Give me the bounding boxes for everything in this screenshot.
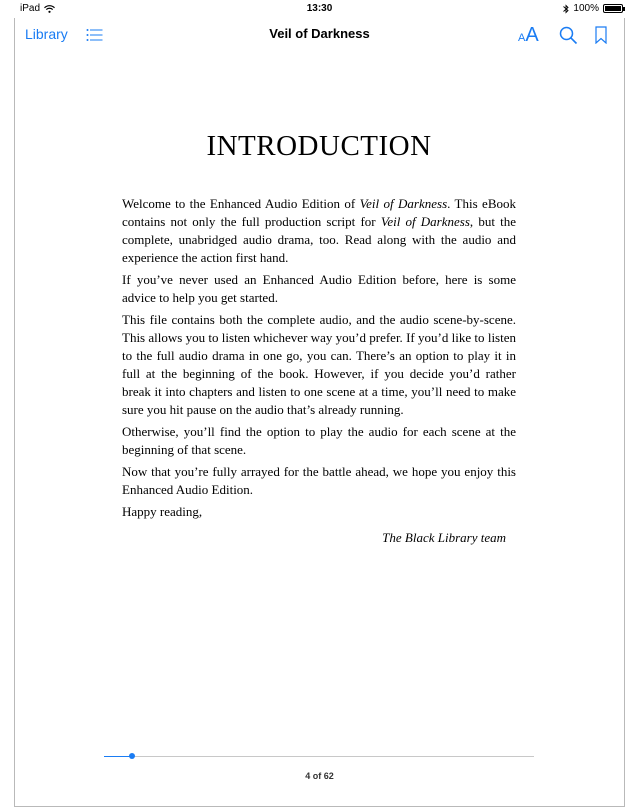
page-scrubber[interactable] — [104, 756, 534, 758]
font-small-label: A — [518, 32, 526, 44]
paragraph-scene-option: Otherwise, you’ll find the option to play the audio for each scene at the beginning of that scene. — [122, 424, 516, 457]
para1-text-3: , but the complete, unabridged audio drama, too. Read along with the audio and experience the action first hand. — [122, 214, 516, 265]
status-time: 13:30 — [306, 3, 333, 14]
para1-italic-1: Veil of Darkness — [359, 196, 448, 211]
book-title: Veil of Darkness — [269, 26, 370, 41]
battery-icon — [603, 4, 623, 13]
page-content — [122, 130, 516, 547]
font-large-label: A — [525, 24, 539, 46]
chapter-title: INTRODUCTION — [206, 130, 432, 162]
paragraph-sign-off: Happy reading, — [122, 504, 203, 519]
paragraph-audio-options: This file contains both the complete audio, and the audio scene-by-scene. This allows you to listen whichever way you’d prefer. If you’d like to listen to the full audio drama in one go, you can. There’s an option to play it in full at the beginning of the book. However, if you decide you’d rather break it into chapters and listen to one scene at a time, you’ll need to make sure you hit pause on the audio that’s already running. — [122, 312, 516, 417]
status-right — [563, 3, 623, 14]
para1-italic-2: Veil of Darkness — [380, 214, 470, 229]
scrubber-thumb[interactable] — [129, 753, 135, 759]
scrubber-track — [104, 756, 534, 757]
device-label: iPad — [20, 3, 41, 14]
paragraph-advice: If you’ve never used an Enhanced Audio Edition before, here is some advice to help you get started. — [122, 272, 516, 305]
navigation-bar — [0, 22, 639, 50]
library-button[interactable]: Library — [25, 26, 68, 42]
battery-percent: 100% — [573, 3, 599, 14]
paragraph-enjoy: Now that you’re fully arrayed for the battle ahead, we hope you enjoy this Enhanced Audio Edition. — [122, 464, 516, 497]
search-icon[interactable] — [559, 26, 578, 45]
scrubber-fill — [104, 756, 132, 757]
paragraph-welcome — [122, 195, 516, 267]
status-bar — [0, 0, 639, 18]
font-settings-button[interactable] — [518, 24, 539, 47]
para1-text-1: Welcome to the Enhanced Audio Edition of — [122, 196, 360, 211]
bluetooth-icon — [563, 4, 569, 14]
battery-fill — [605, 6, 621, 11]
bookmark-icon[interactable] — [595, 26, 607, 44]
signature: The Black Library team — [382, 530, 506, 545]
para1-text-2: . This eBook contains not only the full production script for — [122, 196, 516, 229]
page-indicator: 4 of 62 — [305, 771, 334, 781]
